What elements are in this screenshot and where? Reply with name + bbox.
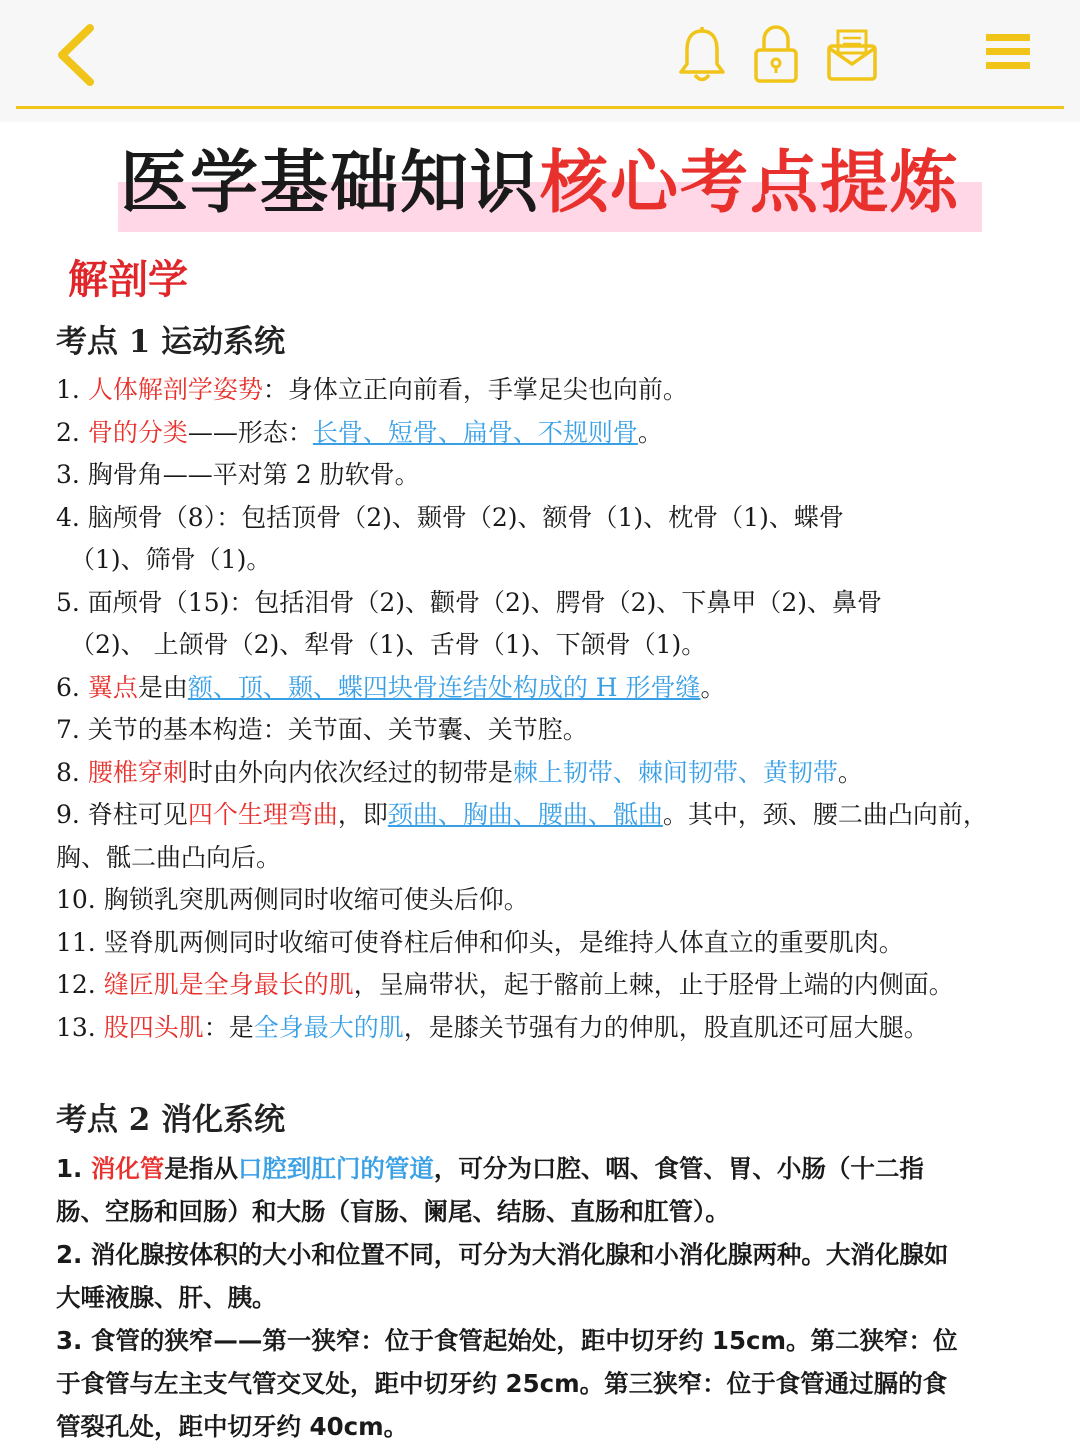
page-title: [0, 140, 1080, 228]
line-2: [56, 412, 1046, 455]
line-3: 3. 食管的狭窄——第一狭窄：位于食管起始处，距中切牙约 15cm。第二狭窄：位: [56, 1326, 958, 1355]
text-span: ：身体立正向前看，手掌足尖也向前。: [262, 375, 688, 404]
text-span: 颈曲、胸曲、腰曲、骶曲: [387, 800, 663, 829]
line-1: [56, 369, 1046, 412]
line-4-cont: （1)、筛骨（1)。: [70, 545, 272, 574]
text-span: 人体解剖学姿势: [87, 375, 263, 404]
text-span: 。其中，颈、腰二曲凸向前，: [662, 800, 988, 829]
text-span: 8.: [56, 757, 88, 787]
text-span: 1.: [56, 1154, 91, 1183]
text-span: ，是膝关节强有力的伸肌，股直肌还可屈大腿。: [403, 1012, 929, 1042]
point-2-heading: 考点 2 消化系统: [56, 1102, 286, 1138]
chevron-left-icon[interactable]: [50, 22, 100, 88]
point-1-heading: 考点 1 运动系统: [56, 324, 286, 360]
line-5: 5. 面颅骨（15)：包括泪骨（2)、颧骨（2)、腭骨（2)、下鼻甲（2)、鼻骨: [56, 587, 883, 617]
text-span: 额、顶、颞、蝶四块骨连结处构成的 H 形骨缝: [187, 672, 701, 702]
line-12: [56, 964, 1046, 1007]
line-10: 10. 胸锁乳突肌两侧同时收缩可使头后仰。: [56, 885, 529, 914]
text-span: 股四头肌: [103, 1012, 204, 1042]
text-span: 是由: [137, 672, 188, 702]
text-span: ——形态：: [187, 417, 313, 447]
bell-icon[interactable]: [676, 26, 728, 84]
text-span: 缝匠肌是全身最长的肌: [103, 970, 354, 999]
text-span: ：是: [203, 1012, 254, 1042]
line-9-cont: 胸、骶二曲凸向后。: [56, 842, 282, 872]
line-9: [56, 794, 1046, 837]
text-span: ，呈扁带状，起于髂前上棘，止于胫骨上端的内侧面。: [353, 970, 954, 999]
title-block: [0, 140, 1080, 240]
text-span: 腰椎穿刺: [87, 757, 188, 787]
header-divider: [16, 106, 1064, 109]
line-2: 2. 消化腺按体积的大小和位置不同，可分为大消化腺和小消化腺两种。大消化腺如: [56, 1240, 949, 1269]
line-11: 11. 竖脊肌两侧同时收缩可使脊柱后伸和仰头，是维持人体直立的重要肌肉。: [56, 927, 904, 957]
text-span: ，可分为口腔、咽、食管、胃、小肠（十二指: [433, 1154, 924, 1183]
mail-icon[interactable]: [826, 28, 878, 82]
lock-icon[interactable]: [752, 24, 800, 84]
line-8: [56, 752, 1046, 795]
text-span: 。: [700, 672, 726, 702]
line-2-cont: 大唾液腺、肝、胰。: [56, 1283, 277, 1312]
text-span: 时由外向内依次经过的韧带是: [187, 757, 513, 787]
text-span: 1.: [56, 375, 88, 404]
line-6: [56, 667, 1046, 710]
text-span: 棘上韧带、棘间韧带、黄韧带: [512, 757, 838, 787]
text-span: 是指从: [164, 1154, 238, 1183]
point-2-content: [56, 1147, 1046, 1448]
text-span: 6.: [56, 672, 88, 702]
text-span: 消化管: [90, 1154, 165, 1183]
text-span: 12.: [56, 970, 104, 999]
line-3: 3. 胸骨角——平对第 2 肋软骨。: [56, 460, 420, 489]
text-span: 医学基础知识: [119, 144, 540, 223]
section-title: 解剖学: [68, 256, 188, 303]
line-3-cont: 于食管与左主支气管交叉处，距中切牙约 25cm。第三狭窄：位于食管通过膈的食: [56, 1369, 948, 1398]
text-span: 口腔到肛门的管道: [237, 1154, 434, 1183]
text-span: 长骨、短骨、扁骨、不规则骨: [312, 417, 638, 447]
line-1-cont: 肠、空肠和回肠）和大肠（盲肠、阑尾、结肠、直肠和肛管）。: [56, 1197, 730, 1226]
text-span: ，即: [337, 800, 388, 829]
text-span: 全身最大的肌: [253, 1012, 404, 1042]
text-span: 13.: [56, 1012, 104, 1042]
line-1: [56, 1147, 1046, 1190]
line-5-cont: （2)、 上颌骨（2)、犁骨（1)、舌骨（1)、下颌骨（1)。: [70, 630, 707, 659]
line-13: [56, 1007, 1046, 1050]
text-span: 四个生理弯曲: [187, 800, 338, 829]
line-7: 7. 关节的基本构造：关节面、关节囊、关节腔。: [56, 715, 588, 744]
text-span: 骨的分类: [87, 417, 188, 447]
text-span: 翼点: [87, 672, 138, 702]
menu-icon[interactable]: [986, 32, 1030, 72]
text-span: 9. 脊柱可见: [56, 800, 188, 829]
text-span: 2.: [56, 417, 88, 447]
text-span: 。: [837, 757, 863, 787]
top-bar: [0, 0, 1080, 122]
line-3-cont-2: 管裂孔处，距中切牙约 40cm。: [56, 1412, 409, 1441]
line-4: 4. 脑颅骨（8）：包括顶骨（2)、颞骨（2)、额骨（1)、枕骨（1)、蝶骨: [56, 502, 844, 532]
text-span: 。: [637, 417, 663, 447]
text-span: 核心考点提炼: [540, 144, 961, 223]
point-1-content: [56, 369, 1046, 1049]
